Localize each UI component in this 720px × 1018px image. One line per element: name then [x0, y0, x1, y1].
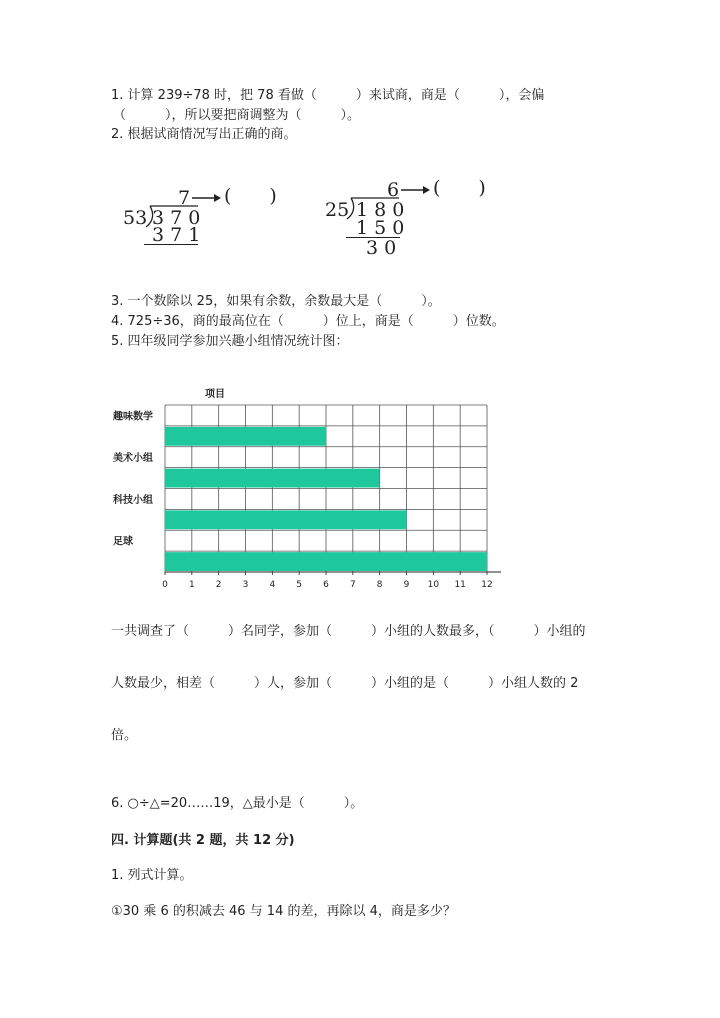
tick-label: 11 — [454, 580, 466, 590]
q1-line2: （ ），所以要把商调整为（ ）。 — [113, 108, 361, 123]
bar-chart — [100, 380, 520, 590]
tick-label: 2 — [215, 580, 222, 590]
q5-blank-line1: 一共调查了（ ）名同学，参加（ ）小组的人数最多，（ ）小组的 — [111, 624, 586, 639]
div1-product: 3 7 1 — [152, 224, 201, 246]
div1-answer-blank: ( ) — [224, 185, 277, 207]
div2-remainder: 3 0 — [366, 237, 397, 259]
div1-underline — [144, 244, 198, 245]
tick-label: 0 — [162, 580, 168, 590]
section4-item1: ①30 乘 6 的积减去 46 与 14 的差，再除以 4，商是多少？ — [111, 904, 456, 919]
category-label: 美术小组 — [113, 453, 153, 465]
div1-quotient: 7 — [178, 187, 191, 209]
category-label: 足球 — [113, 536, 133, 548]
div2-quotient: 6 — [387, 179, 400, 201]
q1-line1: 1. 计算 239÷78 时，把 78 看做（ ）来试商，商是（ ），会偏 — [111, 88, 545, 103]
bar-趣味数学 — [165, 427, 326, 446]
tick-label: 5 — [296, 580, 303, 590]
div1-dividend: 3 7 0 — [152, 207, 201, 229]
section4-title: 四. 计算题(共 2 题，共 12 分) — [111, 833, 295, 848]
div1-divisor: 53 — [123, 207, 148, 229]
category-label: 科技小组 — [113, 494, 153, 506]
q3-text: 3. 一个数除以 25，如果有余数，余数最大是（ ）。 — [111, 294, 441, 309]
tick-label: 4 — [269, 580, 276, 590]
q4-text: 4. 725÷36，商的最高位在（ ）位上，商是（ ）位数。 — [111, 314, 505, 329]
q2-text: 2. 根据试商情况写出正确的商。 — [111, 127, 297, 142]
tick-label: 12 — [481, 580, 493, 590]
bar-美术小组 — [165, 469, 380, 488]
tick-label: 3 — [242, 580, 249, 590]
tick-label: 1 — [188, 580, 195, 590]
div2-arrow-icon — [401, 182, 431, 198]
tick-label: 10 — [427, 580, 440, 590]
bar-足球 — [165, 552, 487, 571]
div2-answer-blank: ( ) — [433, 177, 486, 199]
tick-label: 6 — [323, 580, 329, 590]
div2-divisor: 25 — [325, 199, 350, 221]
section4-sub1: 1. 列式计算。 — [111, 868, 193, 883]
div2-dividend: 1 8 0 — [356, 199, 405, 221]
q5-blank-line3: 倍。 — [111, 728, 138, 743]
tick-label: 8 — [376, 580, 383, 590]
q5-blank-line2: 人数最少，相差（ ）人，参加（ ）小组的是（ ）小组人数的 2 — [111, 676, 579, 691]
q5-text: 5. 四年级同学参加兴趣小组情况统计图： — [111, 334, 349, 349]
category-label: 趣味数学 — [113, 411, 153, 423]
chart-title: 项目 — [205, 389, 225, 400]
div2-product: 1 5 0 — [356, 217, 405, 239]
q6-text: 6. ○÷△=20……19，△最小是（ ）。 — [111, 796, 364, 811]
tick-label: 9 — [403, 580, 410, 590]
tick-label: 7 — [349, 580, 356, 590]
bar-科技小组 — [165, 510, 407, 529]
